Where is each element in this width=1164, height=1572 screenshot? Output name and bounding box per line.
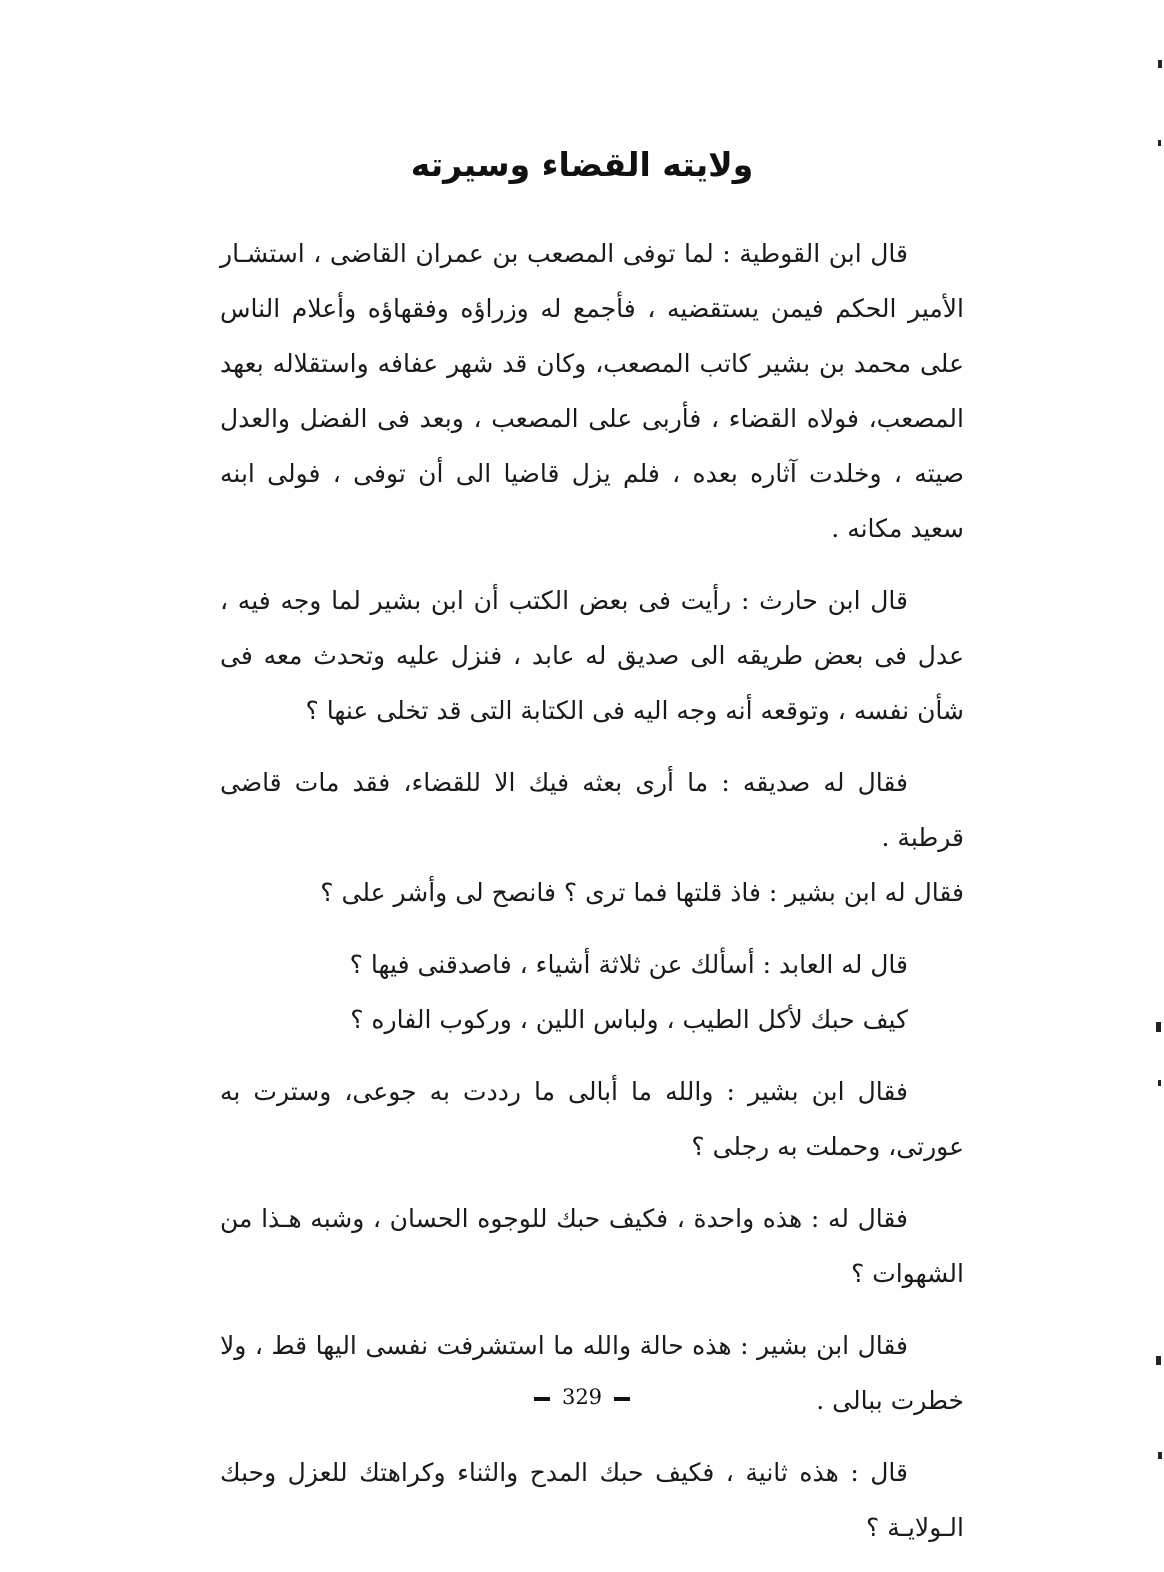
body-text	[220, 226, 964, 1572]
scan-mark	[1156, 1022, 1161, 1032]
left-dash	[534, 1397, 550, 1401]
scan-mark	[1156, 1356, 1161, 1365]
paragraph-3: فقال له صديقه : ما أرى بعثه فيك الا للقضاء، فقد مات قاضى قرطبة .	[220, 768, 964, 852]
paragraph-9: فقال ابن بشير : هذه حالة والله ما استشرفت نفسى اليها قط ، ولا خطرت ببالى .	[220, 1331, 964, 1415]
paragraph-6: كيف حبك لأكل الطيب ، ولباس اللين ، وركوب الفاره ؟	[350, 1005, 908, 1034]
paragraph-8: فقال له : هذه واحدة ، فكيف حبك للوجوه الحسان ، وشبه هـذا من الشهوات ؟	[220, 1204, 964, 1288]
paragraph-5: قال له العابد : أسألك عن ثلاثة أشياء ، فاصدقنى فيها ؟	[349, 950, 908, 979]
scan-mark	[1158, 1452, 1162, 1459]
paragraph-4: فقال له ابن بشير : فاذ قلتها فما ترى ؟ فانصح لى وأشر على ؟	[320, 878, 964, 907]
chapter-heading: ولايته القضاء وسيرته	[410, 145, 754, 184]
right-dash	[614, 1397, 630, 1401]
scan-mark	[1158, 140, 1161, 146]
scan-mark	[1158, 60, 1162, 68]
page-number	[0, 1382, 1164, 1412]
page-number-text: 329	[561, 1385, 603, 1409]
scan-mark	[1158, 1080, 1161, 1086]
paragraph-1: قال ابن القوطية : لما توفى المصعب بن عمران القاضى ، استشـار الأمير الحكم فيمن يستقضيه ، فأجمع له وزراؤه وفقهاؤه وأعلام الناس على محمد بن بشير كاتب المصعب، وكان قد شهر عفافه واستقلاله بعهد المصعب، فولاه القضاء ، فأربى على المصعب ، وبعد فى الفضل والعدل صيته ، وخلدت آثاره بعده ، فلم يزل قاضيا الى أن توفى ، فولى ابنه سعيد مكانه .	[220, 239, 964, 543]
paragraph-7: فقال ابن بشير : والله ما أبالى ما رددت به جوعى، وسترت به عورتى، وحملت به رجلى ؟	[220, 1077, 964, 1161]
paragraph-2: قال ابن حارث : رأيت فى بعض الكتب أن ابن بشير لما وجه فيه ، عدل فى بعض طريقه الى صديق له عابد ، فنزل عليه وتحدث معه فى شأن نفسه ، وتوقعه أنه وجه اليه فى الكتابة التى قد تخلى عنها ؟	[220, 586, 964, 725]
paragraph-10: قال : هذه ثانية ، فكيف حبك المدح والثناء وكراهتك للعزل وحبك الـولايـة ؟	[220, 1458, 964, 1542]
